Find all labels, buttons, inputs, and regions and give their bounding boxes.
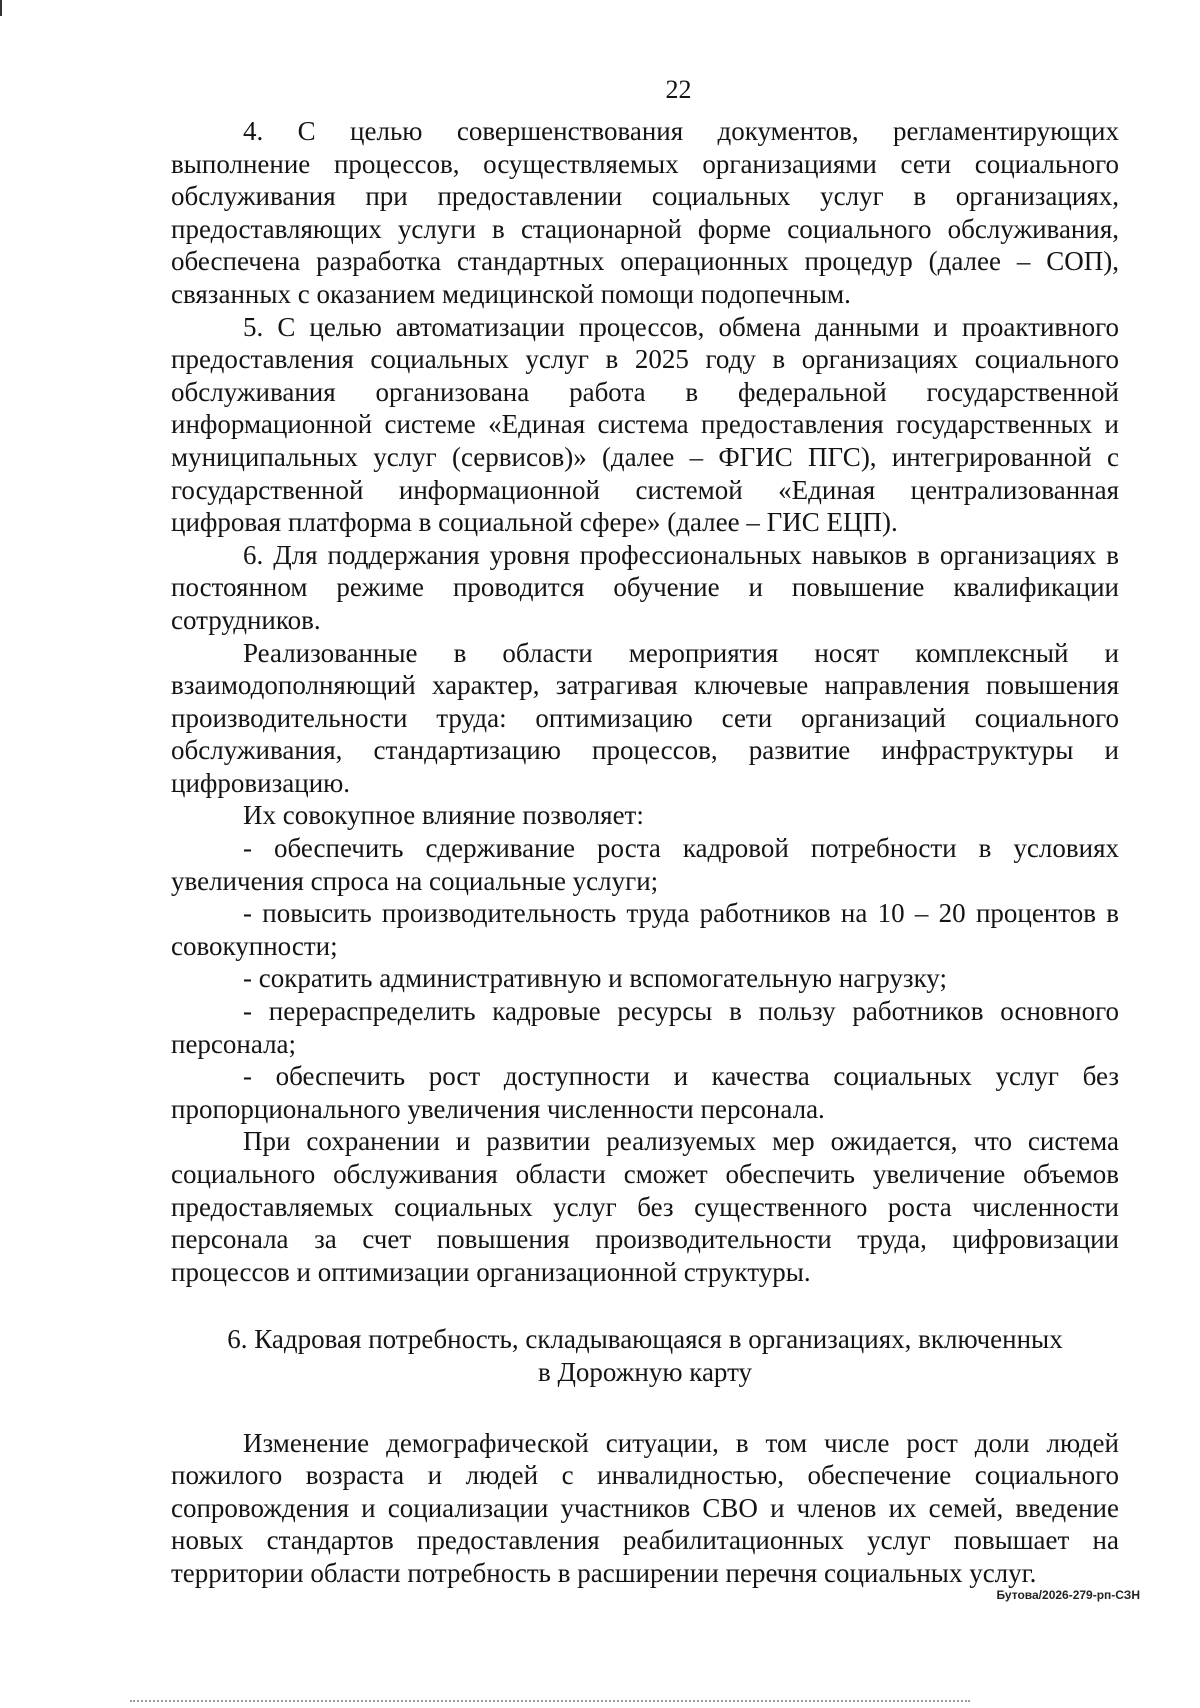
paragraph-combined-effect-intro: Их совокупное влияние позволяет: xyxy=(243,800,644,831)
paragraph-expected-outcome: При сохранении и развитии реализуемых мер ожидается, что система социального обслуживания области сможет обеспечить увеличение объемов предоставляемых социальных услуг без существенного роста численности персонала за счет повышения производительности труда, цифровизации процессов и оптимизации организационной структуры. xyxy=(171,1126,1119,1287)
paragraph-training: 6. Для поддержания уровня профессиональных навыков в организациях в постоянном режиме проводится обучение и повышение квалификации сотрудников. xyxy=(171,539,1119,635)
list-item-staff-demand: - обеспечить сдерживание роста кадровой потребности в условиях увеличения спроса на социальные услуги; xyxy=(171,833,1119,896)
section-heading xyxy=(171,1323,1119,1388)
scan-artifact-mark xyxy=(0,0,2,16)
scan-artifact-edge xyxy=(130,1700,970,1702)
list-item-productivity: - повысить производительность труда работников на 10 – 20 процентов в совокупности; xyxy=(171,898,1119,961)
document-code: Бутова/2026-279-рп-СЗН xyxy=(996,1588,1140,1602)
paragraph-demographic-change: Изменение демографической ситуации, в том числе рост доли людей пожилого возраста и людей с инвалидностью, обеспечение социального сопровождения и социализации участников СВО и членов их семей, введение новых стандартов предоставления реабилитационных услуг повышает на территории области потребность в расширении перечня социальных услуг. xyxy=(171,1427,1119,1588)
section-heading-line-2: в Дорожную карту xyxy=(537,1356,753,1387)
document-body xyxy=(171,115,1119,1590)
section-heading-line-1: 6. Кадровая потребность, складывающаяся в организациях, включенных xyxy=(227,1324,1063,1355)
paragraph-measures-summary: Реализованные в области мероприятия носят комплексный и взаимодополняющий характер, затрагивая ключевые направления повышения производительности труда: оптимизацию сети организаций социального обслуживания, стандартизацию процессов, развитие инфраструктуры и цифровизацию. xyxy=(171,637,1119,798)
list-item-reduce-load: - сократить административную и вспомогательную нагрузку; xyxy=(243,963,947,994)
list-item-redistribute-resources: - перераспределить кадровые ресурсы в пользу работников основного персонала; xyxy=(171,996,1119,1059)
paragraph-automation: 5. С целью автоматизации процессов, обмена данными и проактивного предоставления социальных услуг в 2025 году в организациях социального обслуживания организована работа в федеральной государственной информационной системе «Единая система предоставления государственных и муниципальных услуг (сервисов)» (далее – ФГИС ПГС), интегрированной с государственной информационной системой «Единая централизованная цифровая платформа в социальной сфере» (далее – ГИС ЕЦП). xyxy=(171,311,1119,538)
page-number: 22 xyxy=(665,75,692,104)
list-item-accessibility-quality: - обеспечить рост доступности и качества социальных услуг без пропорционального увеличения численности персонала. xyxy=(171,1061,1119,1124)
paragraph-sop-development: 4. С целью совершенствования документов, регламентирующих выполнение процессов, осуществляемых организациями сети социального обслуживания при предоставлении социальных услуг в организациях, предоставляющих услуги в стационарной форме социального обслуживания, обеспечена разработка стандартных операционных процедур (далее – СОП), связанных с оказанием медицинской помощи подопечным. xyxy=(171,116,1119,309)
